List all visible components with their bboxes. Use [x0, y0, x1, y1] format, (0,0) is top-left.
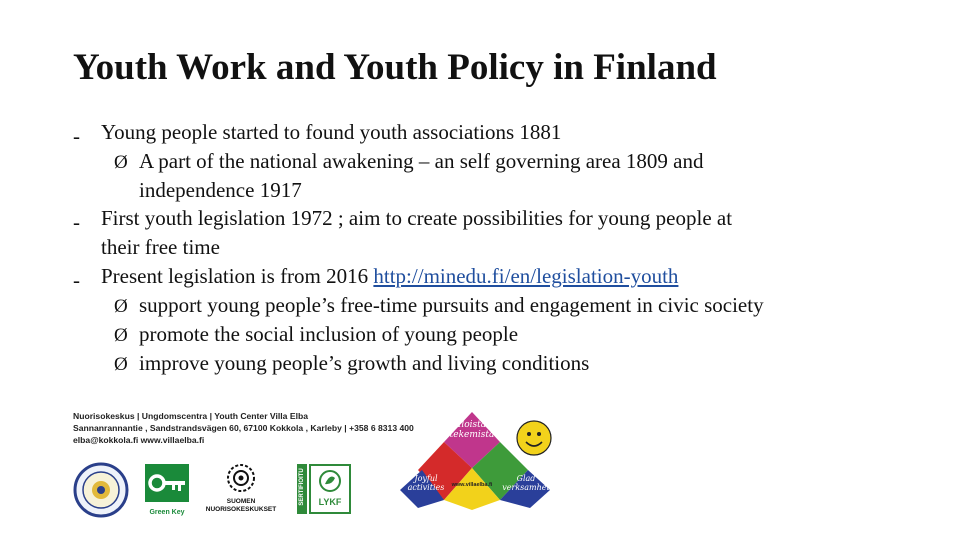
- lykf-certified-logo: [297, 464, 353, 514]
- bullet-text-prefix: Present legislation is from 2016: [101, 264, 374, 288]
- green-key-logo: [145, 464, 189, 514]
- leaf-emblem-icon: [318, 470, 342, 492]
- bullet-text: support young people’s free-time pursuits and engagement in civic society: [139, 293, 764, 317]
- certified-label: SERTIFIOITU: [299, 468, 305, 506]
- footer-line-address: Sannanrannantie , Sandstrandsvägen 60, 67100 Kokkola , Karleby | +358 6 8313 400: [73, 423, 414, 433]
- verksamhet-label: verksamhet: [502, 483, 550, 492]
- diamond-right-label: [500, 474, 552, 492]
- diamond-top-label: [448, 420, 496, 440]
- bullet-text: A part of the national awakening – an self governing area 1809 and: [139, 149, 704, 173]
- arrow-marker: Ø: [114, 152, 128, 173]
- diamond-left-label: [402, 474, 450, 492]
- association-seal-icon: [73, 462, 129, 518]
- arrow-marker: Ø: [114, 354, 128, 375]
- suomen-nuorisokeskukset-logo: [198, 463, 284, 515]
- glad-label: Glad: [516, 474, 536, 483]
- diamond-website-label: www.villaelba.fi: [451, 482, 493, 488]
- villa-elba-diamond-logo: [400, 410, 560, 515]
- tekemista-label: tekemistä: [449, 430, 495, 440]
- dash-marker: -: [73, 124, 80, 148]
- suomen-label: SUOMEN: [226, 498, 256, 505]
- bullet-text: First youth legislation 1972 ; aim to create possibilities for young people at: [101, 206, 733, 230]
- bullet-text: [101, 266, 678, 287]
- green-key-icon: [145, 464, 189, 502]
- legislation-link[interactable]: http://minedu.fi/en/legislation-youth: [373, 264, 679, 288]
- lykf-label: LYKF: [318, 497, 342, 507]
- bullet-text-continued: independence 1917: [139, 178, 302, 202]
- footer-line-name: Nuorisokeskus | Ungdomscentra | Youth Center Villa Elba: [73, 411, 308, 421]
- footer-contact: [73, 410, 414, 446]
- arrow-marker: Ø: [114, 325, 128, 346]
- bullet-text: promote the social inclusion of young people: [139, 322, 519, 346]
- dash-marker: -: [73, 268, 80, 292]
- iloista-label: Iloista: [457, 420, 487, 430]
- joyful-label: Joyful: [414, 474, 438, 483]
- bullet-text: Young people started to found youth associations 1881: [101, 120, 562, 144]
- nuorisokeskukset-label: NUORISOKESKUKSET: [205, 506, 277, 513]
- dash-marker: -: [73, 210, 80, 234]
- lykf-badge: [309, 464, 351, 514]
- bullet-text: improve young people’s growth and living conditions: [139, 351, 590, 375]
- sun-emblem-icon: [226, 463, 256, 493]
- footer-line-email: elba@kokkola.fi www.villaelba.fi: [73, 435, 205, 445]
- green-key-label: Green Key: [149, 509, 185, 516]
- certified-strip: [297, 464, 307, 514]
- slide-title: Youth Work and Youth Policy in Finland: [73, 47, 717, 88]
- activities-label: activities: [407, 483, 445, 492]
- arrow-marker: Ø: [114, 296, 128, 317]
- bullet-text-continued: their free time: [101, 235, 220, 259]
